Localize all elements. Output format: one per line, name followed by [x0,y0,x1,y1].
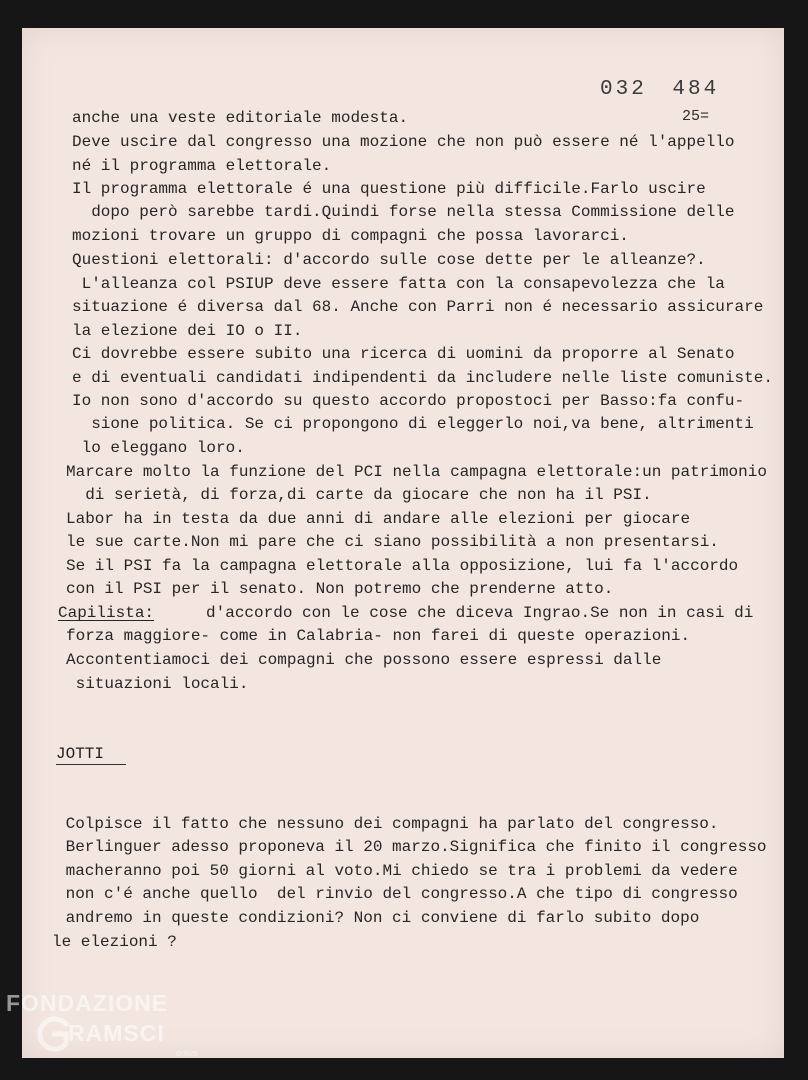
text-line: Marcare molto la funzione del PCI nella campagna elettorale:un patrimonio [66,463,767,481]
text-line: lo eleggano loro. [72,439,245,457]
text-line: con il PSI per il senato. Non potremo che prenderne atto. [66,580,614,598]
text-line: Io non sono d'accordo su questo accordo propostoci per Basso:fa confu- [72,392,745,410]
text-line: non c'é anche quello del rinvio del congresso.A che tipo di congresso [56,885,738,903]
text-line: Questioni elettorali: d'accordo sulle cose dette per le alleanze?. [72,251,706,269]
text-line: le sue carte.Non mi pare che ci siano possibilità a non presentarsi. [66,533,719,551]
text-line: forza maggiore- come in Calabria- non farei di queste operazioni. [66,627,691,645]
text-line: d'accordo con le cose che diceva Ingrao.Se non in casi di [158,604,754,622]
text-line: né il programma elettorale. [72,157,332,175]
text-line: Il programma elettorale é una questione più difficile.Farlo uscire [72,180,706,198]
text-line: Berlinguer adesso proponeva il 20 marzo.Significa che finito il congresso [56,838,767,856]
text-line: mozioni trovare un gruppo di compagni che possa lavorarci. [72,227,629,245]
text-line: situazione é diversa dal 68. Anche con Parri non é necessario assicurare [72,298,764,316]
text-line: Colpisce il fatto che nessuno dei compagni ha parlato del congresso. [56,815,719,833]
page-number: 25= [682,108,710,125]
g-logo-icon [36,1014,70,1054]
text-line: L'alleanza col PSIUP deve essere fatta con la consapevolezza che la [72,275,725,293]
text-line: le elezioni ? [52,933,177,951]
text-line: sione politica. Se ci propongono di eleggerlo noi,va bene, altrimenti [72,415,754,433]
document-page [22,28,784,1058]
text-line: la elezione dei IO o II. [72,322,303,340]
text-line: dopo però sarebbe tardi.Quindi forse nella stessa Commissione delle [72,203,735,221]
text-line: Accontentiamoci dei compagni che possono essere espressi dalle [66,651,662,669]
watermark-small: onlus [176,1048,198,1058]
text-line: di serietà, di forza,di carte da giocare che non ha il PSI. [66,486,652,504]
text-line: Ci dovrebbe essere subito una ricerca di uomini da proporre al Senato [72,345,735,363]
text-line: Se il PSI fa la campagna elettorale alla opposizione, lui fa l'accordo [66,557,739,575]
speaker-name: JOTTI [56,744,126,765]
text-line: andremo in queste condizioni? Non ci conviene di farlo subito dopo [56,909,700,927]
capilista-label: Capilista: [58,604,155,622]
text-line: Labor ha in testa da due anni di andare alle elezioni per giocare [66,510,691,528]
text-line: Deve uscire dal congresso una mozione che non può essere né l'appello [72,133,735,151]
watermark-line2: RAMSCI [68,1020,165,1046]
text-line: situazioni locali. [66,675,249,693]
watermark-line1: FONDAZIONE [6,990,169,1016]
text-line: anche una veste editoriale modesta. [72,109,409,127]
archive-document-number: 032 484 [600,78,720,101]
fondazione-gramsci-watermark [6,990,206,1070]
text-line: macheranno poi 50 giorni al voto.Mi chiedo se tra i problemi da vedere [56,862,738,880]
text-line: e di eventuali candidati indipendenti da includere nelle liste comuniste. [72,369,773,387]
